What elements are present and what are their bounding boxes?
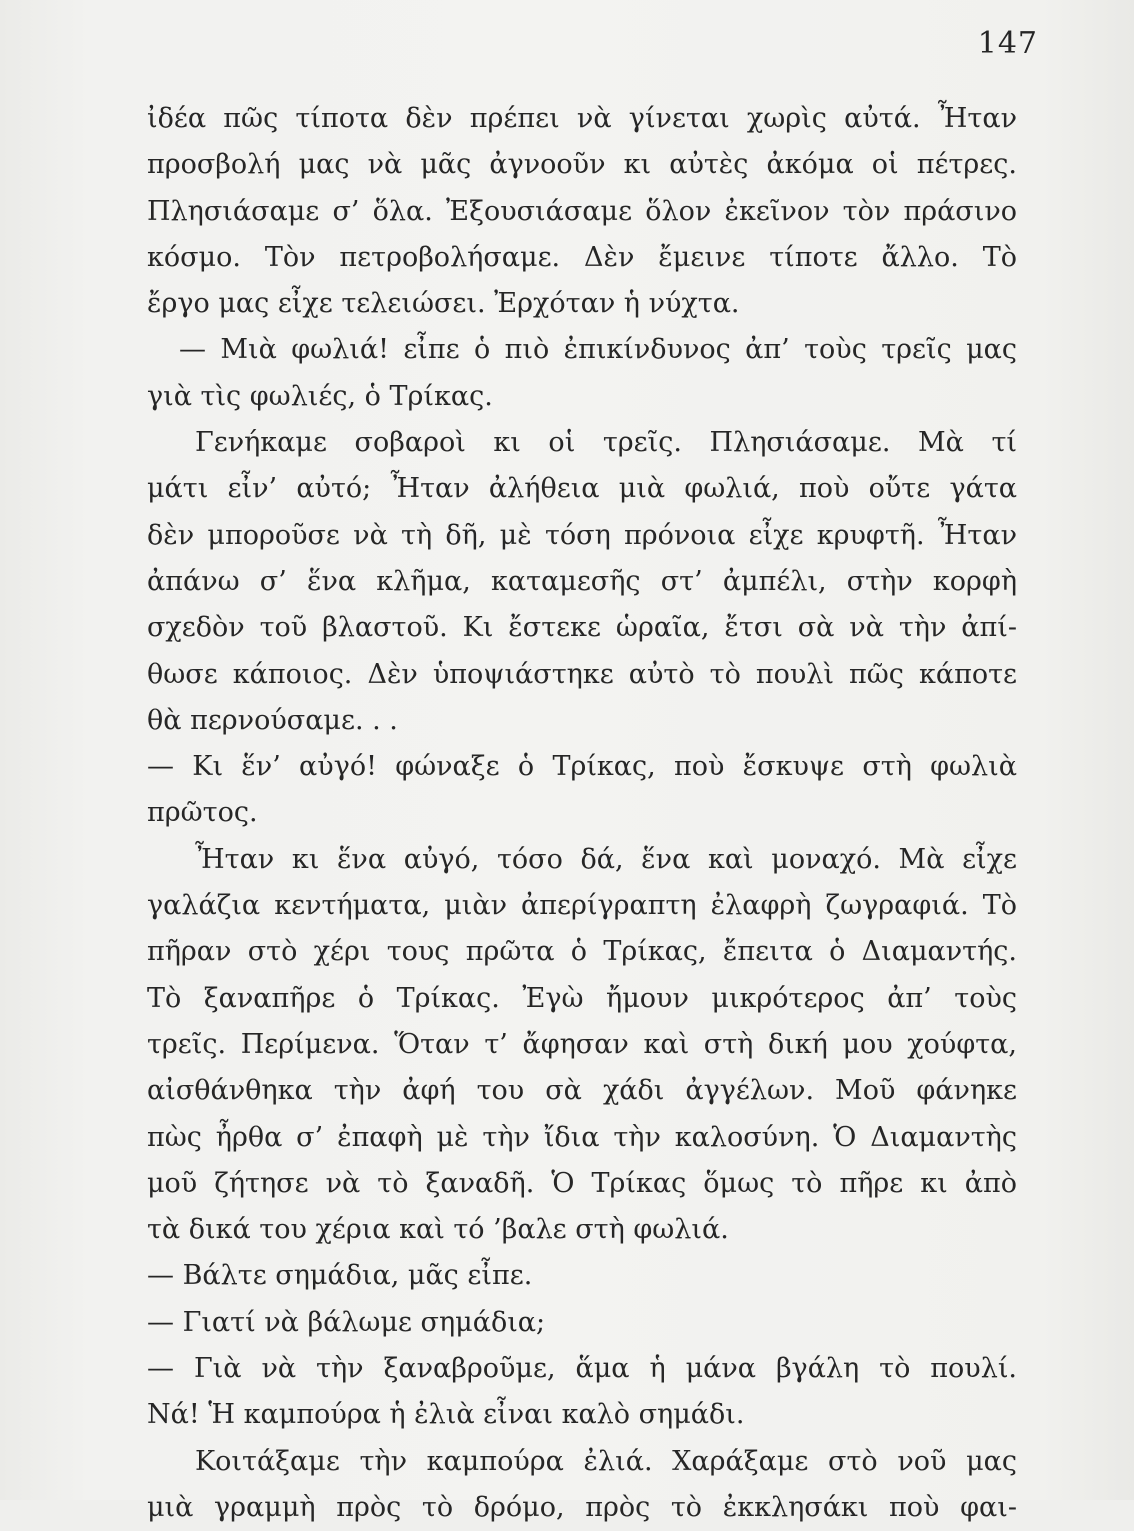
text-line: Πλησιάσαμε σ’ ὅλα. Ἐξουσιάσαμε ὅλον ἐκεῖνον τὸν πράσινο [147, 195, 1017, 227]
text-line: τὰ δικά του χέρια καὶ τό ’βαλε στὴ φωλιά. [147, 1214, 729, 1246]
text-line: γαλάζια κεντήματα, μιὰν ἀπερίγραπτη ἐλαφρὴ ζωγραφιά. Τὸ [147, 890, 1017, 922]
text-line: μοῦ ζήτησε νὰ τὸ ξαναδῆ. Ὁ Τρίκας ὅμως τὸ πῆρε κι ἀπὸ [147, 1167, 1017, 1199]
text-line: κόσμο. Τὸν πετροβολήσαμε. Δὲν ἔμεινε τίποτε ἄλλο. Τὸ [147, 241, 1017, 273]
text-line: αἰσθάνθηκα τὴν ἀφή του σὰ χάδι ἀγγέλων. Μοῦ φάνηκε [147, 1075, 1017, 1107]
text-line: θὰ περνούσαμε. . . [147, 704, 398, 736]
page-number: 147 [977, 26, 1038, 61]
text-line: σχεδὸν τοῦ βλαστοῦ. Κι ἔστεκε ὡραῖα, ἔτσι σὰ νὰ τὴν ἀπί- [147, 612, 1017, 644]
text-line: πὼς ἦρθα σ’ ἐπαφὴ μὲ τὴν ἴδια τὴν καλοσύνη. Ὁ Διαμαντὴς [147, 1121, 1017, 1153]
text-line: πρῶτος. [147, 797, 258, 829]
text-line: — Γιὰ νὰ τὴν ξαναβροῦμε, ἅμα ἡ μάνα βγάλη τὸ πουλί. [147, 1353, 1017, 1385]
text-line: γιὰ τὶς φωλιές, ὁ Τρίκας. [147, 380, 493, 412]
text-line: Κοιτάξαμε τὴν καμπούρα ἐλιά. Χαράξαμε στὸ νοῦ μας [195, 1445, 1017, 1477]
text-line: — Βάλτε σημάδια, μᾶς εἶπε. [147, 1260, 533, 1292]
text-line: Τὸ ξαναπῆρε ὁ Τρίκας. Ἐγὼ ἤμουν μικρότερος ἀπ’ τοὺς [147, 982, 1017, 1014]
text-line: ἔργο μας εἶχε τελειώσει. Ἐρχόταν ἡ νύχτα. [147, 288, 740, 320]
text-line: θωσε κάποιος. Δὲν ὑποψιάστηκε αὐτὸ τὸ πουλὶ πῶς κάποτε [147, 658, 1017, 690]
text-line: πῆραν στὸ χέρι τους πρῶτα ὁ Τρίκας, ἔπειτα ὁ Διαμαντής. [147, 936, 1017, 968]
text-line: ἰδέα πῶς τίποτα δὲν πρέπει νὰ γίνεται χωρὶς αὐτά. Ἦταν [147, 103, 1017, 134]
text-line: Νά! Ἡ καμπούρα ἡ ἐλιὰ εἶναι καλὸ σημάδι. [147, 1399, 745, 1431]
text-line: — Γιατί νὰ βάλωμε σημάδια; [147, 1306, 546, 1338]
text-line: — Κι ἕν’ αὐγό! φώναξε ὁ Τρίκας, ποὺ ἔσκυψε στὴ φωλιὰ [147, 751, 1017, 783]
text-line: δὲν μποροῦσε νὰ τὴ δῆ, μὲ τόση πρόνοια εἶχε κρυφτῆ. Ἦταν [147, 519, 1017, 551]
text-line: μιὰ γραμμὴ πρὸς τὸ δρόμο, πρὸς τὸ ἐκκλησάκι ποὺ φαι- [147, 1491, 1017, 1523]
text-line: προσβολή μας νὰ μᾶς ἀγνοοῦν κι αὐτὲς ἀκόμα οἱ πέτρες. [147, 149, 1017, 181]
body-text [147, 96, 1017, 1531]
text-line: τρεῖς. Περίμενα. Ὅταν τ’ ἄφησαν καὶ στὴ δική μου χούφτα, [147, 1028, 1017, 1060]
text-line: Γενήκαμε σοβαροὶ κι οἱ τρεῖς. Πλησιάσαμε. Μὰ τί [195, 427, 1017, 459]
text-line: — Μιὰ φωλιά! εἶπε ὁ πιὸ ἐπικίνδυνος ἀπ’ τοὺς τρεῖς μας [179, 334, 1017, 366]
text-line: ἀπάνω σ’ ἕνα κλῆμα, καταμεσῆς στ’ ἀμπέλι, στὴν κορφὴ [147, 565, 1017, 597]
text-line: Ἦταν κι ἕνα αὐγό, τόσο δά, ἕνα καὶ μοναχό. Μὰ εἶχε [195, 843, 1017, 875]
text-line: μάτι εἶν’ αὐτό; Ἦταν ἀλήθεια μιὰ φωλιά, ποὺ οὔτε γάτα [147, 473, 1017, 505]
